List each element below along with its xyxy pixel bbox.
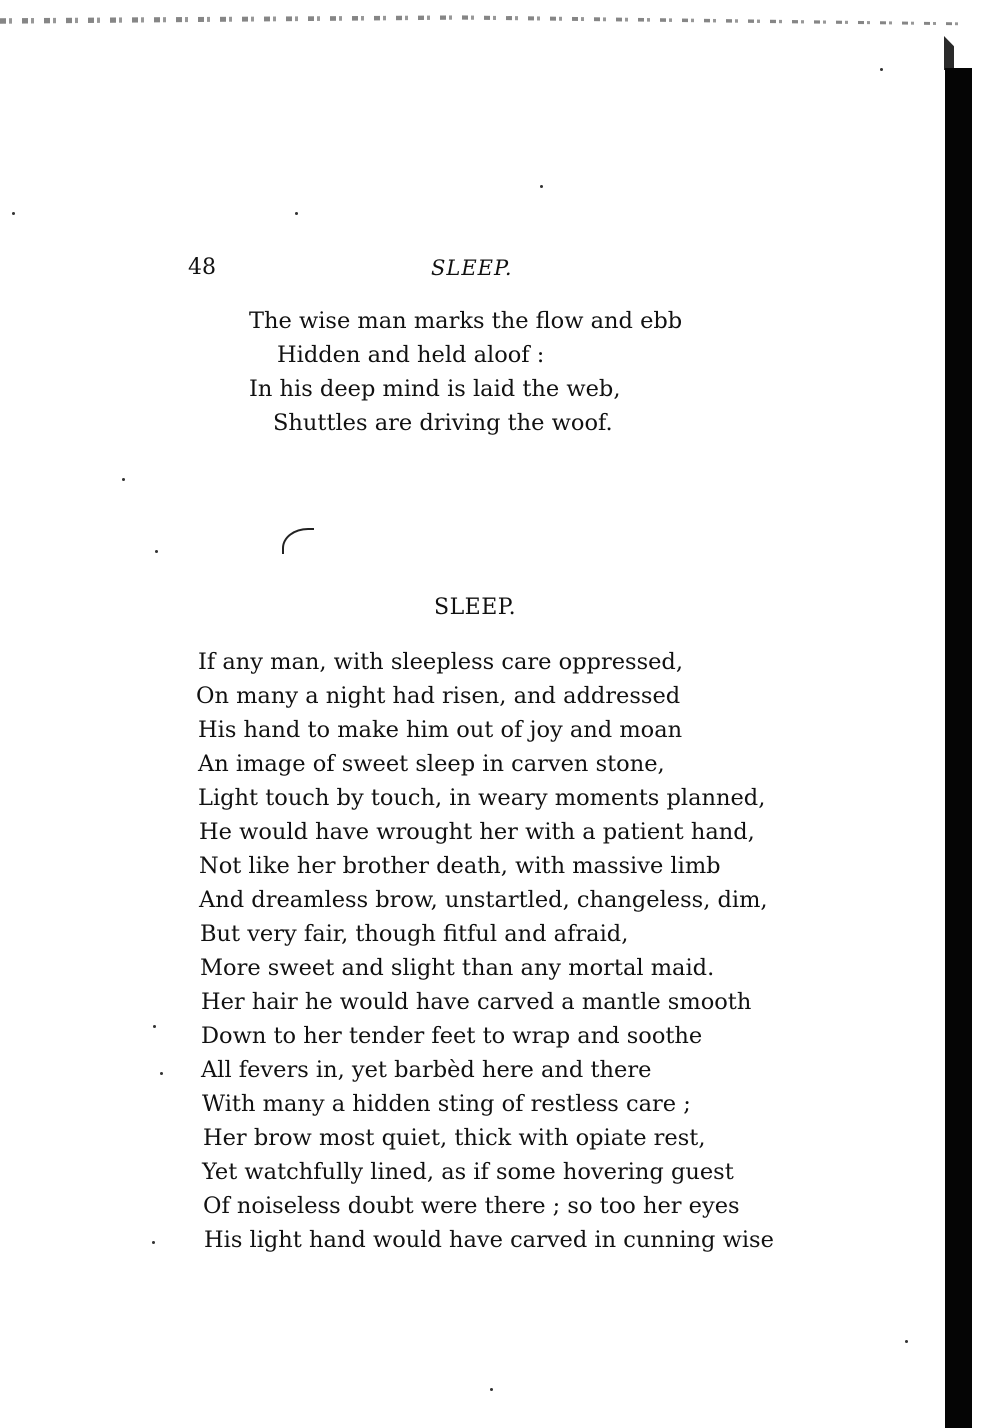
stanza-line: The wise man marks the flow and ebb [249,308,683,334]
scan-speck [295,212,298,215]
scan-speck [12,212,15,215]
scan-speck [155,550,158,553]
poem-line: Her brow most quiet, thick with opiate rest, [203,1125,706,1151]
poem-line: Her hair he would have carved a mantle smooth [201,989,752,1015]
poem-line: Of noiseless doubt were there ; so too her eyes [203,1193,740,1219]
poem-line: He would have wrought her with a patient hand, [199,819,755,845]
poem-line: And dreamless brow, unstartled, changeless, dim, [199,887,768,913]
pencil-stroke-mark [282,528,314,554]
poem-title: SLEEP. [434,595,517,620]
poem-line: More sweet and slight than any mortal maid. [200,955,715,981]
poem-line: If any man, with sleepless care oppressed, [198,649,683,675]
stanza-line: Hidden and held aloof : [277,342,545,368]
running-head [0,252,1000,286]
scan-speck [122,478,125,481]
scan-speck [905,1340,908,1343]
poem-line: All fevers in, yet barbèd here and there [201,1057,652,1083]
poem-line: With many a hidden sting of restless care ; [202,1091,691,1117]
stanza-line: In his deep mind is laid the web, [249,376,621,402]
poem-line: Light touch by touch, in weary moments planned, [198,785,766,811]
stanza-line: Shuttles are driving the woof. [273,410,613,436]
scan-speck [880,68,883,71]
scan-top-edge [0,14,960,28]
running-title: SLEEP. [431,256,513,280]
scan-speck [490,1388,493,1391]
poem-line: His light hand would have carved in cunning wise [204,1227,774,1253]
poem-line: Not like her brother death, with massive limb [199,853,721,879]
poem-line: His hand to make him out of joy and moan [198,717,683,743]
poem-line: On many a night had risen, and addressed [196,683,681,709]
scan-speck [153,1025,156,1028]
poem-line: But very fair, though fitful and afraid, [200,921,629,947]
poem-line: An image of sweet sleep in carven stone, [198,751,665,777]
scan-speck [540,185,543,188]
scan-speck [152,1241,155,1244]
page-number: 48 [188,255,216,280]
poem-line: Down to her tender feet to wrap and soothe [201,1023,703,1049]
scan-binding-top [944,36,954,70]
poem-line: Yet watchfully lined, as if some hovering guest [202,1159,734,1185]
scan-speck [160,1072,163,1075]
